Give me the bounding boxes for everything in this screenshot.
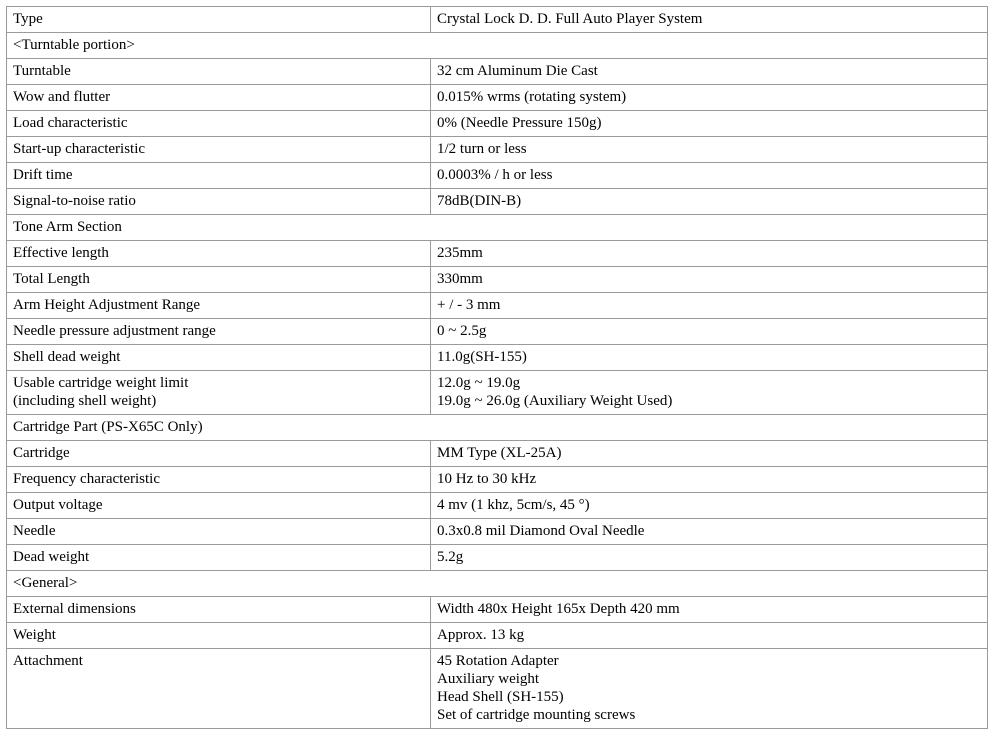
table-row [7,267,988,293]
spec-value [431,545,988,571]
spec-value [431,493,988,519]
spec-value [431,137,988,163]
spec-value-line: 45 Rotation Adapter [437,653,559,669]
spec-label-line: Shell dead weight [13,349,121,365]
table-row [7,111,988,137]
spec-value-line: 1/2 turn or less [437,141,527,157]
spec-value-line: 4 mv (1 khz, 5cm/s, 45 °) [437,497,590,513]
spec-value [431,267,988,293]
spec-label [7,241,431,267]
spec-value [431,59,988,85]
spec-label-line: Arm Height Adjustment Range [13,297,201,313]
spec-value [431,467,988,493]
spec-label [7,441,431,467]
spec-label-line: Needle [13,523,56,539]
spec-value-line: Set of cartridge mounting screws [437,707,636,723]
spec-label [7,319,431,345]
table-row [7,371,988,415]
spec-label-line: Usable cartridge weight limit [13,375,189,391]
spec-value [431,163,988,189]
spec-label-line: Output voltage [13,497,103,513]
spec-label-line: Type [13,11,43,27]
table-row [7,345,988,371]
spec-label-line: Needle pressure adjustment range [13,323,216,339]
spec-value [431,189,988,215]
section-heading: Cartridge Part (PS-X65C Only) [7,415,988,441]
spec-value-line: Auxiliary weight [437,671,540,687]
spec-label-line: Total Length [13,271,90,287]
spec-label [7,467,431,493]
spec-value-line: 235mm [437,245,483,261]
spec-value-line: 0.0003% / h or less [437,167,553,183]
spec-value [431,649,988,729]
spec-label-line: Drift time [13,167,73,183]
spec-label-line: (including shell weight) [13,393,157,409]
section-heading: <Turntable portion> [7,33,988,59]
spec-value [431,441,988,467]
spec-value [431,85,988,111]
table-row [7,85,988,111]
spec-label [7,597,431,623]
spec-value [431,319,988,345]
spec-value-line: 0 ~ 2.5g [437,323,487,339]
spec-label [7,267,431,293]
spec-value-line: 11.0g(SH-155) [437,349,527,365]
spec-label [7,293,431,319]
spec-label [7,7,431,33]
spec-value-line: Width 480x Height 165x Depth 420 mm [437,601,680,617]
table-row [7,441,988,467]
spec-label [7,85,431,111]
spec-value-line: 32 cm Aluminum Die Cast [437,63,598,79]
spec-label [7,371,431,415]
table-row [7,7,988,33]
table-row [7,649,988,729]
spec-label-line: Turntable [13,63,71,79]
table-section-row [7,571,988,597]
table-row [7,163,988,189]
spec-label [7,189,431,215]
spec-label [7,493,431,519]
spec-value-line: 10 Hz to 30 kHz [437,471,537,487]
spec-value-line: 78dB(DIN-B) [437,193,522,209]
spec-value [431,519,988,545]
spec-value-line: Head Shell (SH-155) [437,689,564,705]
spec-value-line: Crystal Lock D. D. Full Auto Player System [437,11,703,27]
spec-value [431,293,988,319]
spec-label [7,163,431,189]
spec-label-line: Frequency characteristic [13,471,161,487]
spec-value-line: Approx. 13 kg [437,627,525,643]
table-row [7,137,988,163]
spec-value-line: + / - 3 mm [437,297,501,313]
spec-label-line: Start-up characteristic [13,141,146,157]
table-row [7,467,988,493]
spec-label-line: Load characteristic [13,115,128,131]
spec-table [6,6,988,729]
spec-label [7,545,431,571]
table-row [7,493,988,519]
spec-value-line: 19.0g ~ 26.0g (Auxiliary Weight Used) [437,393,673,409]
table-row [7,293,988,319]
table-row [7,519,988,545]
spec-label [7,111,431,137]
spec-label [7,345,431,371]
spec-table-container [6,6,987,729]
spec-label-line: External dimensions [13,601,136,617]
table-row [7,241,988,267]
table-row [7,623,988,649]
spec-value [431,345,988,371]
spec-value [431,623,988,649]
spec-label-line: Effective length [13,245,109,261]
spec-label-line: Dead weight [13,549,90,565]
table-row [7,189,988,215]
table-section-row [7,215,988,241]
spec-value-line: 0.015% wrms (rotating system) [437,89,627,105]
spec-table-body [7,7,988,729]
spec-value-line: 5.2g [437,549,464,565]
spec-label-line: Attachment [13,653,83,669]
spec-label [7,137,431,163]
table-section-row [7,33,988,59]
section-heading: Tone Arm Section [7,215,988,241]
table-section-row [7,415,988,441]
spec-label-line: Weight [13,627,56,643]
spec-label [7,59,431,85]
spec-label [7,623,431,649]
spec-value [431,241,988,267]
spec-value [431,7,988,33]
spec-value [431,111,988,137]
spec-value-line: 0% (Needle Pressure 150g) [437,115,602,131]
table-row [7,319,988,345]
spec-value-line: 330mm [437,271,483,287]
table-row [7,59,988,85]
spec-value-line: MM Type (XL-25A) [437,445,562,461]
table-row [7,545,988,571]
spec-value [431,597,988,623]
spec-value-line: 0.3x0.8 mil Diamond Oval Needle [437,523,645,539]
spec-label-line: Signal-to-noise ratio [13,193,136,209]
spec-label [7,649,431,729]
spec-value-line: 12.0g ~ 19.0g [437,375,521,391]
section-heading: <General> [7,571,988,597]
spec-label-line: Cartridge [13,445,70,461]
spec-value [431,371,988,415]
spec-label [7,519,431,545]
spec-label-line: Wow and flutter [13,89,111,105]
table-row [7,597,988,623]
